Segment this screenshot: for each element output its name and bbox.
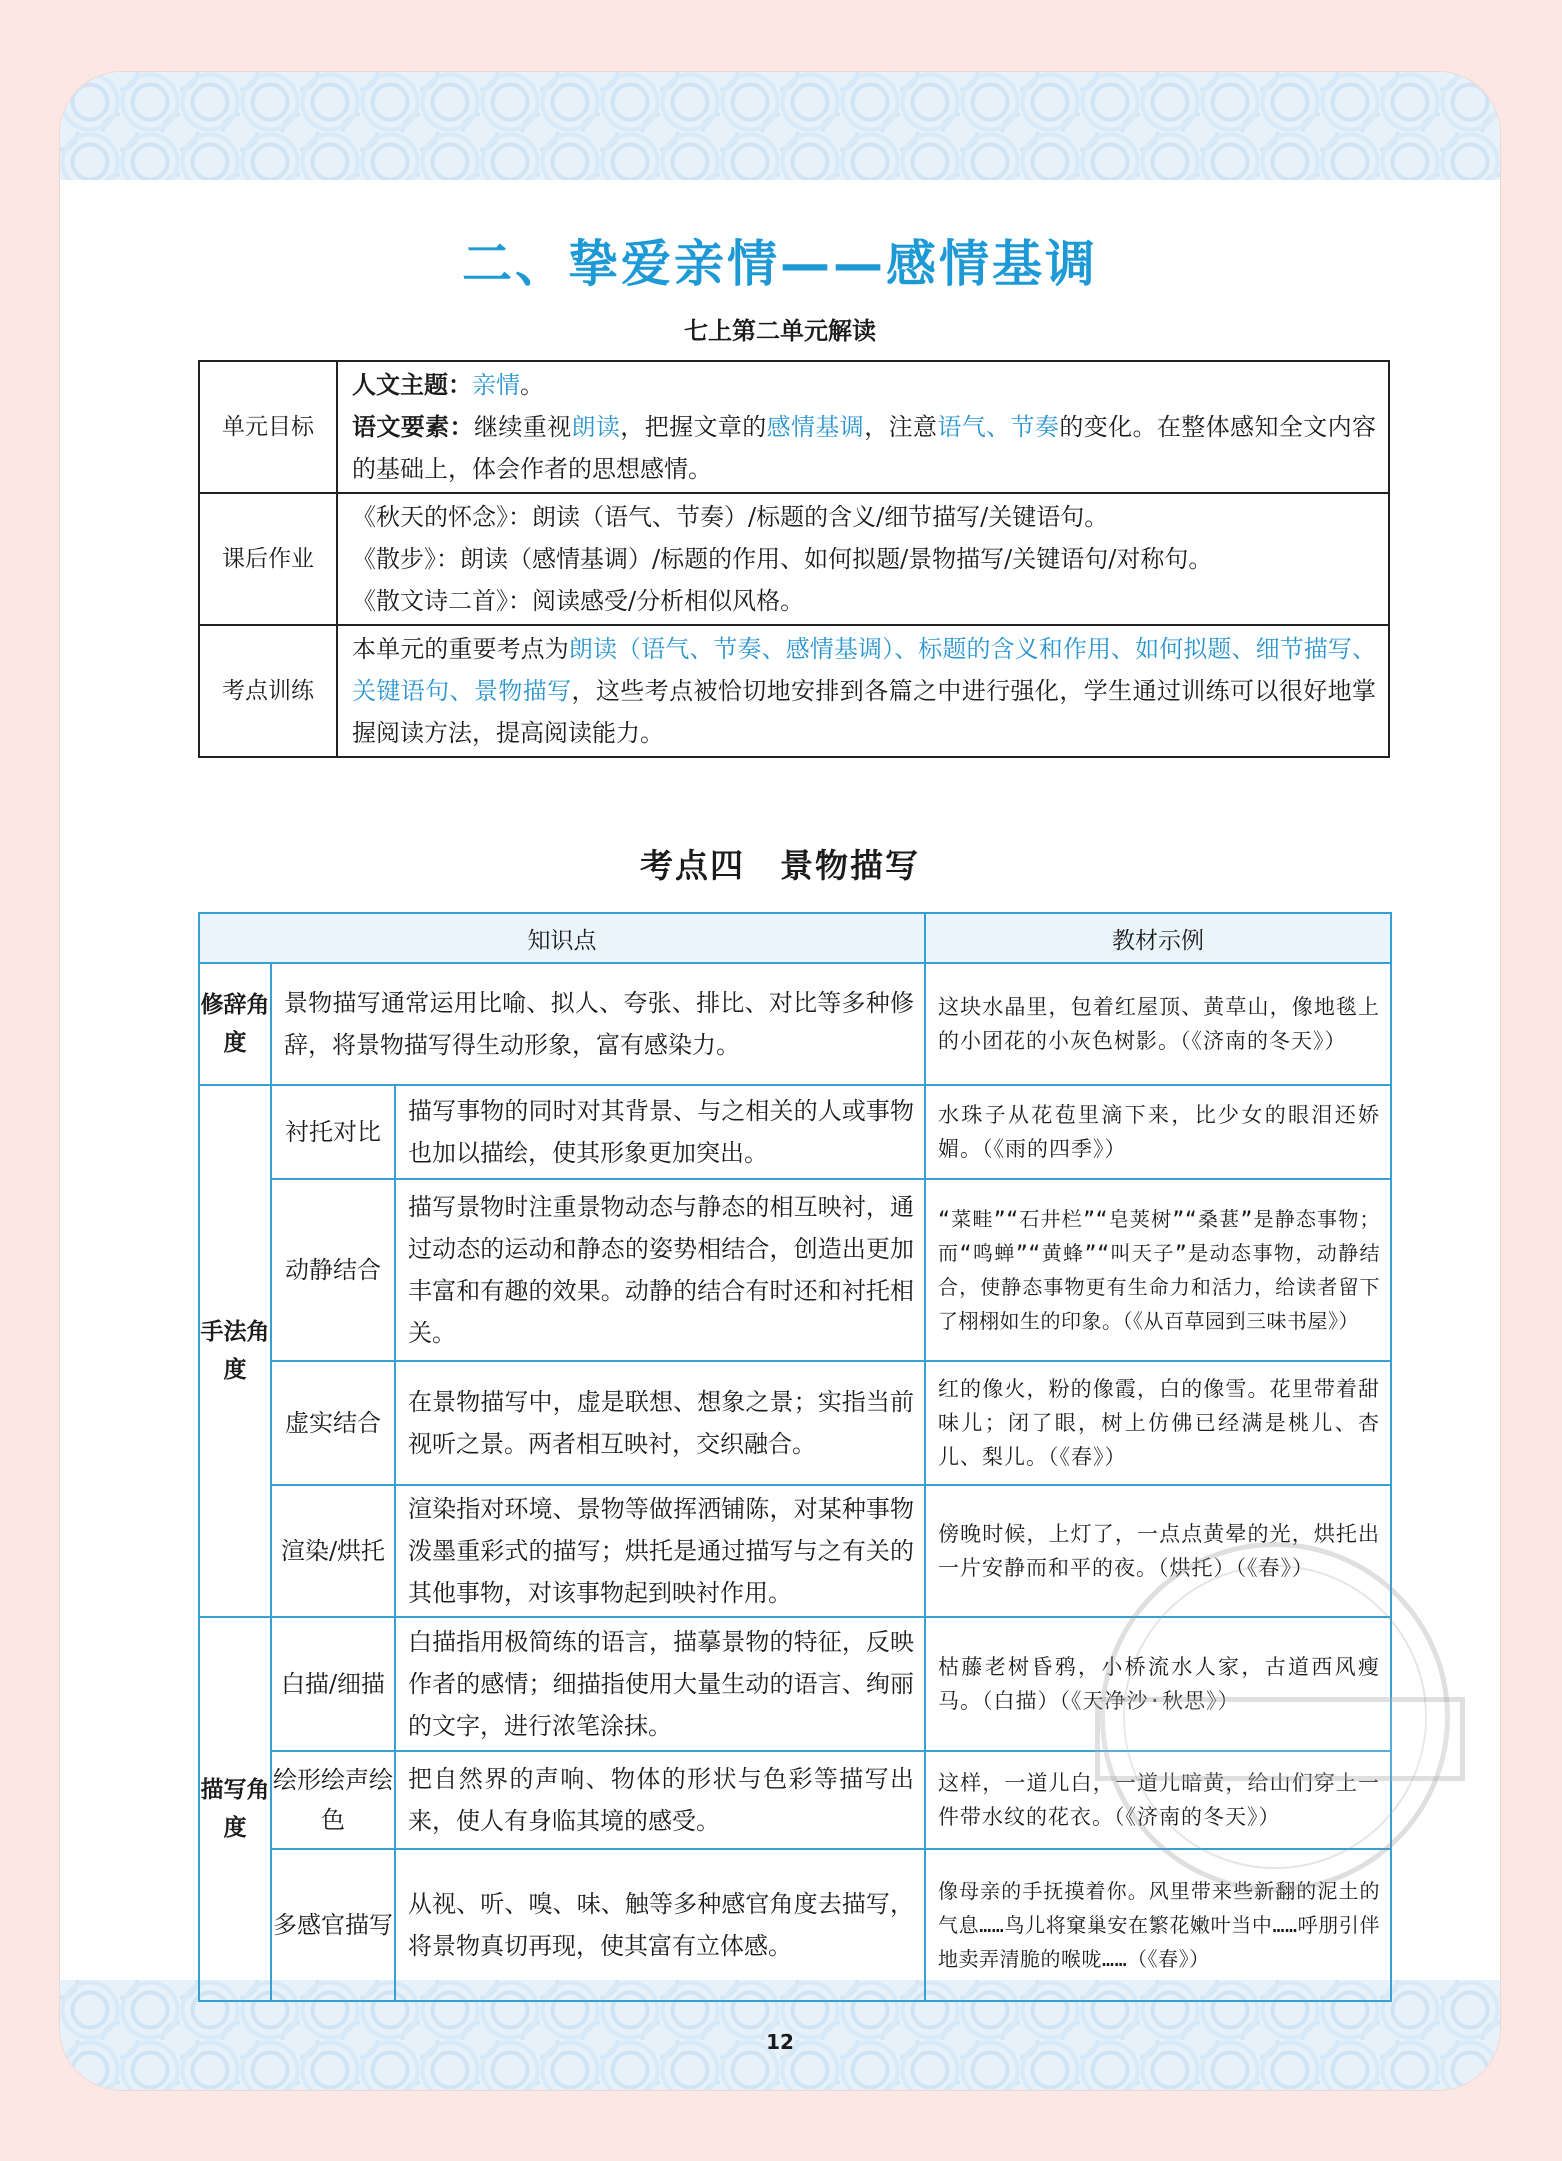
homework-item: 《散文诗二首》：阅读感受/分析相似风格。 (352, 587, 805, 615)
page-title: 二、挚爱亲情——感情基调 (462, 235, 1098, 293)
table-row (199, 1179, 1391, 1361)
subcategory-example: 傍晚时候，上灯了，一点点黄晕的光，烘托出一片安静而和平的夜。（烘托）（《春》） (925, 1485, 1391, 1617)
subcategory-example: 枯藤老树昏鸦，小桥流水人家，古道西风瘦马。（白描）（《天净沙·秋思》） (925, 1617, 1391, 1751)
subcategory-desc: 描写景物时注重景物动态与静态的相互映衬，通过动态的运动和静态的姿势相结合，创造出更加丰富和有趣的效果。动静的结合有时还和衬托相关。 (395, 1179, 925, 1361)
subcategory-desc: 把自然界的声响、物体的形状与色彩等描写出来，使人有身临其境的感受。 (395, 1751, 925, 1849)
theme-label: 人文主题： (352, 371, 472, 399)
elements-label: 语文要素： (352, 413, 474, 441)
row-label-training: 考点训练 (199, 625, 337, 757)
watermark-stamp (1100, 1542, 1450, 1892)
header-knowledge: 知识点 (199, 913, 925, 963)
subcategory: 衬托对比 (271, 1085, 395, 1179)
row-label-homework: 课后作业 (199, 493, 337, 625)
training-content (337, 625, 1389, 757)
humanistic-theme (352, 364, 1376, 406)
subcategory-example: 像母亲的手抚摸着你。风里带来些新翻的泥土的气息……鸟儿将窠巢安在繁花嫩叶当中……呼朋引伴地卖弄清脆的喉咙……（《春》） (925, 1849, 1391, 2001)
homework-content (337, 493, 1389, 625)
table-row (199, 361, 1389, 493)
page (60, 72, 1500, 2090)
subcategory-desc: 描写事物的同时对其背景、与之相关的人或事物也加以描绘，使其形象更加突出。 (395, 1085, 925, 1179)
homework-item: 《秋天的怀念》：朗读（语气、节奏）/标题的含义/细节描写/关键语句。 (352, 503, 1109, 531)
subcategory-desc: 渲染指对环境、景物等做挥洒铺陈，对某种事物泼墨重彩式的描写；烘托是通过描写与之有关的其他事物，对该事物起到映衬作用。 (395, 1485, 925, 1617)
row-label-goal: 单元目标 (199, 361, 337, 493)
rhetoric-desc: 景物描写通常运用比喻、拟人、夸张、排比、对比等多种修辞，将景物描写得生动形象，富有感染力。 (271, 963, 925, 1085)
unit-overview-table (198, 360, 1390, 758)
section-title: 考点四 景物描写 (640, 846, 920, 885)
subcategory: 虚实结合 (271, 1361, 395, 1485)
subcategory: 渲染/烘托 (271, 1485, 395, 1617)
training-highlight: 朗读（语气、节奏、感情基调）、标题的含义和作用、如何拟题、细节描写、关键语句、景物描写 (352, 635, 1376, 705)
elements-text: ，把握文章的 (620, 413, 767, 441)
subcategory-example: 红的像火，粉的像霞，白的像雪。花里带着甜味儿；闭了眼，树上仿佛已经满是桃儿、杏儿、梨儿。（《春》） (925, 1361, 1391, 1485)
theme-suffix: 。 (520, 371, 544, 399)
elements-highlight: 语气、节奏 (937, 413, 1060, 441)
elements-text: 继续重视 (473, 413, 572, 441)
table-row (199, 625, 1389, 757)
subcategory: 白描/细描 (271, 1617, 395, 1751)
subcategory: 多感官描写 (271, 1849, 395, 2001)
subcategory: 动静结合 (271, 1179, 395, 1361)
table-row (199, 1361, 1391, 1485)
category-technique: 手法角度 (199, 1085, 271, 1617)
category-rhetoric: 修辞角度 (199, 963, 271, 1085)
training-text: 本单元的重要考点为 (352, 635, 569, 663)
elements-highlight: 朗读 (571, 413, 621, 441)
theme-value: 亲情 (472, 371, 520, 399)
category-description: 描写角度 (199, 1617, 271, 2001)
subcategory-example: 水珠子从花苞里滴下来，比少女的眼泪还娇媚。（《雨的四季》） (925, 1085, 1391, 1179)
table-row (199, 493, 1389, 625)
subcategory-example: “菜畦”“石井栏”“皂荚树”“桑葚”是静态事物；而“鸣蝉”“黄蜂”“叫天子”是动态事物，动静结合，使静态事物更有生命力和活力，给读者留下了栩栩如生的印象。（《从百草园到三味书屋》） (925, 1179, 1391, 1361)
subcategory-desc: 在景物描写中，虚是联想、想象之景；实指当前视听之景。两者相互映衬，交织融合。 (395, 1361, 925, 1485)
watermark-stamp-band (1095, 1697, 1465, 1781)
header-example: 教材示例 (925, 913, 1391, 963)
subcategory-desc: 从视、听、嗅、味、触等多种感官角度去描写，将景物真切再现，使其富有立体感。 (395, 1849, 925, 2001)
subcategory-example: 这样，一道儿白，一道儿暗黄，给山们穿上一件带水纹的花衣。（《济南的冬天》） (925, 1751, 1391, 1849)
elements-text: 的变化。在整体感知全文内容的基础上，体会作者的思想感情。 (352, 413, 1377, 483)
page-number: 12 (766, 2030, 794, 2054)
subcategory: 绘形绘声绘色 (271, 1751, 395, 1849)
language-elements (352, 406, 1376, 490)
goal-content (337, 361, 1389, 493)
elements-text: ，注意 (864, 413, 938, 441)
elements-highlight: 感情基调 (766, 413, 865, 441)
decorative-cloud-band-top (60, 72, 1500, 180)
table-row (199, 1085, 1391, 1179)
subcategory-desc: 白描指用极简练的语言，描摹景物的特征，反映作者的感情；细描指使用大量生动的语言、绚丽的文字，进行浓笔涂抹。 (395, 1617, 925, 1751)
table-header-row (199, 913, 1391, 963)
rhetoric-example: 这块水晶里，包着红屋顶、黄草山，像地毯上的小团花的小灰色树影。（《济南的冬天》） (925, 963, 1391, 1085)
homework-item: 《散步》：朗读（感情基调）/标题的作用、如何拟题/景物描写/关键语句/对称句。 (352, 545, 1213, 573)
table-row (199, 963, 1391, 1085)
page-subtitle: 七上第二单元解读 (684, 317, 876, 345)
training-text: ，这些考点被恰切地安排到各篇之中进行强化，学生通过训练可以很好地掌握阅读方法，提高阅读能力。 (352, 677, 1377, 747)
